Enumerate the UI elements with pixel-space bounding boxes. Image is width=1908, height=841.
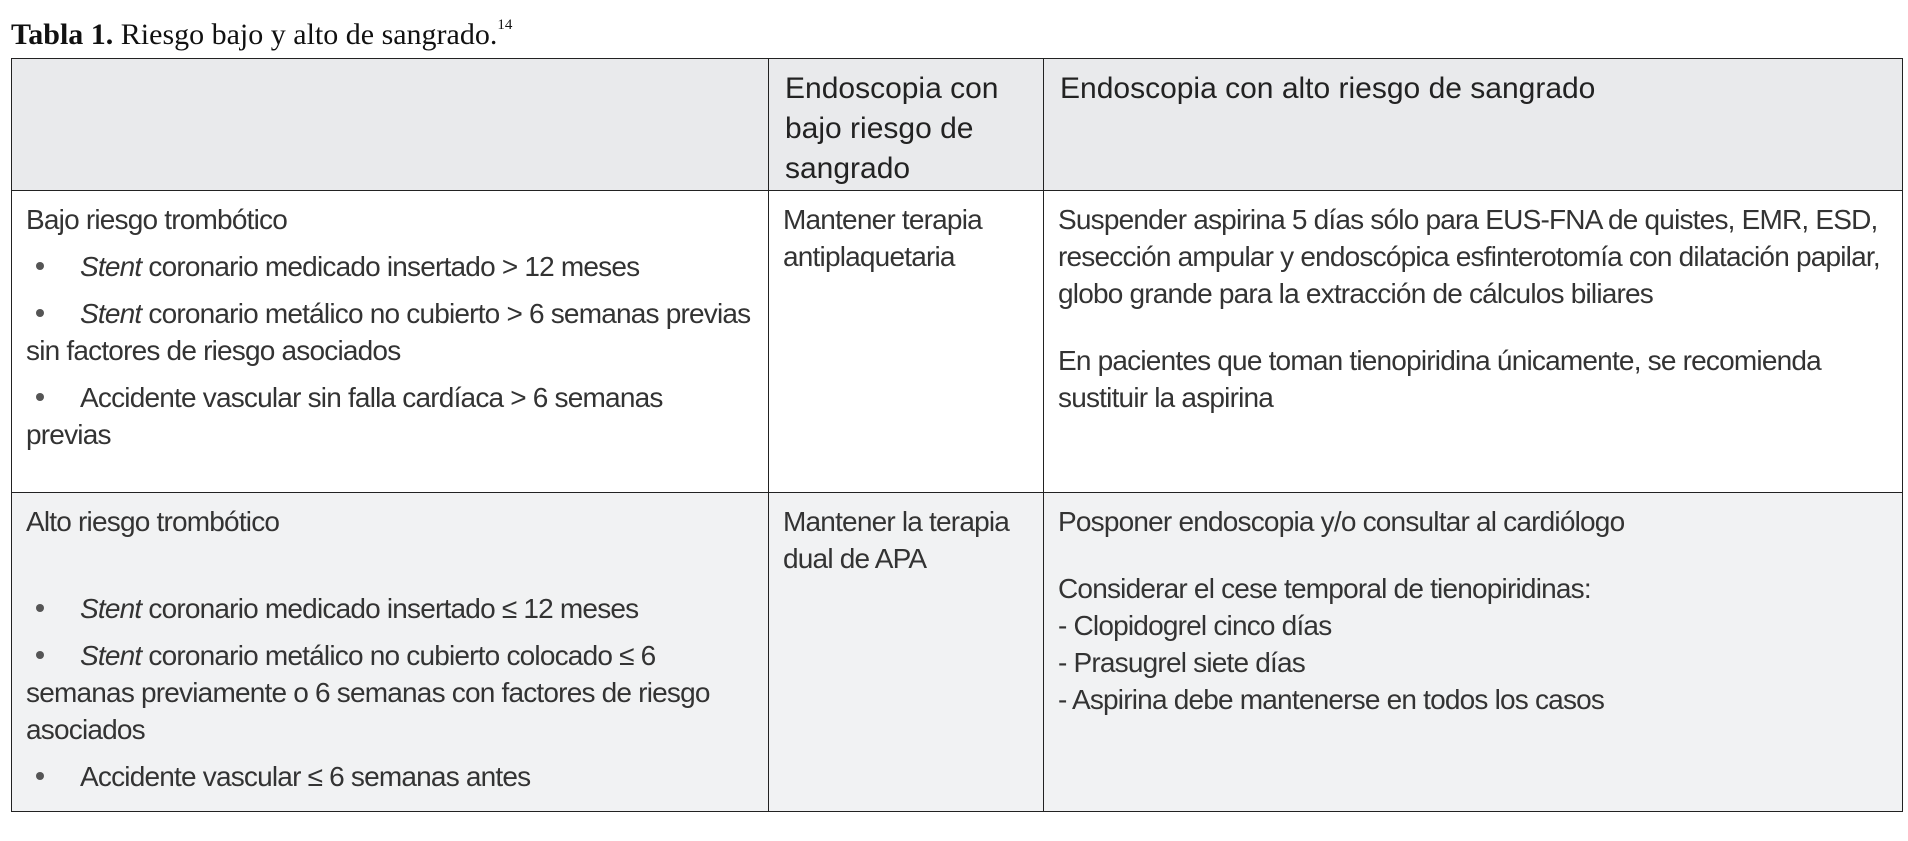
list-item: Stent coronario medicado insertado > 12 meses bbox=[26, 248, 754, 285]
table-caption bbox=[11, 18, 512, 52]
header-cell-high-bleeding bbox=[1044, 59, 1903, 191]
table-row bbox=[12, 191, 1903, 493]
list-item: Stent coronario metálico no cubierto colocado ≤ 6 semanas previamente o 6 semanas con factores de riesgo asociados bbox=[26, 640, 710, 745]
bullet-icon bbox=[36, 309, 44, 317]
row-condition-cell bbox=[12, 493, 769, 812]
header-label-empty bbox=[12, 59, 768, 69]
bullet-icon bbox=[36, 772, 44, 780]
header-cell-low-bleeding bbox=[769, 59, 1044, 191]
high-bleeding-note: En pacientes que toman tienopiridina únicamente, se recomienda sustituir la aspirina bbox=[1058, 345, 1821, 413]
list-item: - Aspirina debe mantenerse en todos los casos bbox=[1058, 684, 1605, 715]
low-bleeding-recommendation: Mantener la terapia dual de APA bbox=[783, 506, 1010, 574]
bullet-icon bbox=[36, 262, 44, 270]
high-bleeding-recommendation: Posponer endoscopia y/o consultar al cardiólogo bbox=[1058, 506, 1625, 537]
bleeding-risk-table bbox=[11, 58, 1903, 812]
list-item: Stent coronario medicado insertado ≤ 12 meses bbox=[26, 590, 754, 627]
header-label-high-bleeding: Endoscopia con alto riesgo de sangrado bbox=[1060, 72, 1596, 105]
list-item: Accidente vascular ≤ 6 semanas antes bbox=[26, 758, 754, 795]
row-high-bleeding-cell bbox=[1044, 191, 1903, 493]
bullet-icon bbox=[36, 393, 44, 401]
list-item: Accidente vascular sin falla cardíaca > 6 semanas previas bbox=[26, 382, 663, 450]
caption-text: Riesgo bajo y alto de sangrado. bbox=[113, 18, 498, 51]
caption-reference: 14 bbox=[497, 17, 513, 33]
caption-label: Tabla 1. bbox=[11, 18, 114, 51]
table-header-row bbox=[12, 59, 1903, 191]
bullet-icon bbox=[36, 604, 44, 612]
list-item: - Prasugrel siete días bbox=[1058, 647, 1305, 678]
header-cell-empty bbox=[12, 59, 769, 191]
low-bleeding-recommendation: Mantener terapia antiplaquetaria bbox=[783, 204, 982, 272]
high-bleeding-recommendation: Suspender aspirina 5 días sólo para EUS-FNA de quistes, EMR, ESD, resección ampular y endoscópica esfinterotomía con dilatación papilar, globo grande para la extracción de cálculos biliares bbox=[1058, 204, 1880, 309]
high-bleeding-note: Considerar el cese temporal de tienopiridinas: bbox=[1058, 573, 1591, 604]
row-title: Bajo riesgo trombótico bbox=[26, 204, 287, 235]
row-title: Alto riesgo trombótico bbox=[26, 506, 280, 537]
row-high-bleeding-cell bbox=[1044, 493, 1903, 812]
row-low-bleeding-cell bbox=[769, 191, 1044, 493]
row-low-bleeding-cell bbox=[769, 493, 1044, 812]
list-item: Stent coronario metálico no cubierto > 6 semanas previas sin factores de riesgo asociados bbox=[26, 298, 751, 366]
table-row bbox=[12, 493, 1903, 812]
bullet-icon bbox=[36, 651, 44, 659]
list-item: - Clopidogrel cinco días bbox=[1058, 610, 1332, 641]
row-condition-cell bbox=[12, 191, 769, 493]
header-label-low-bleeding: Endoscopia con bajo riesgo de sangrado bbox=[785, 72, 999, 185]
